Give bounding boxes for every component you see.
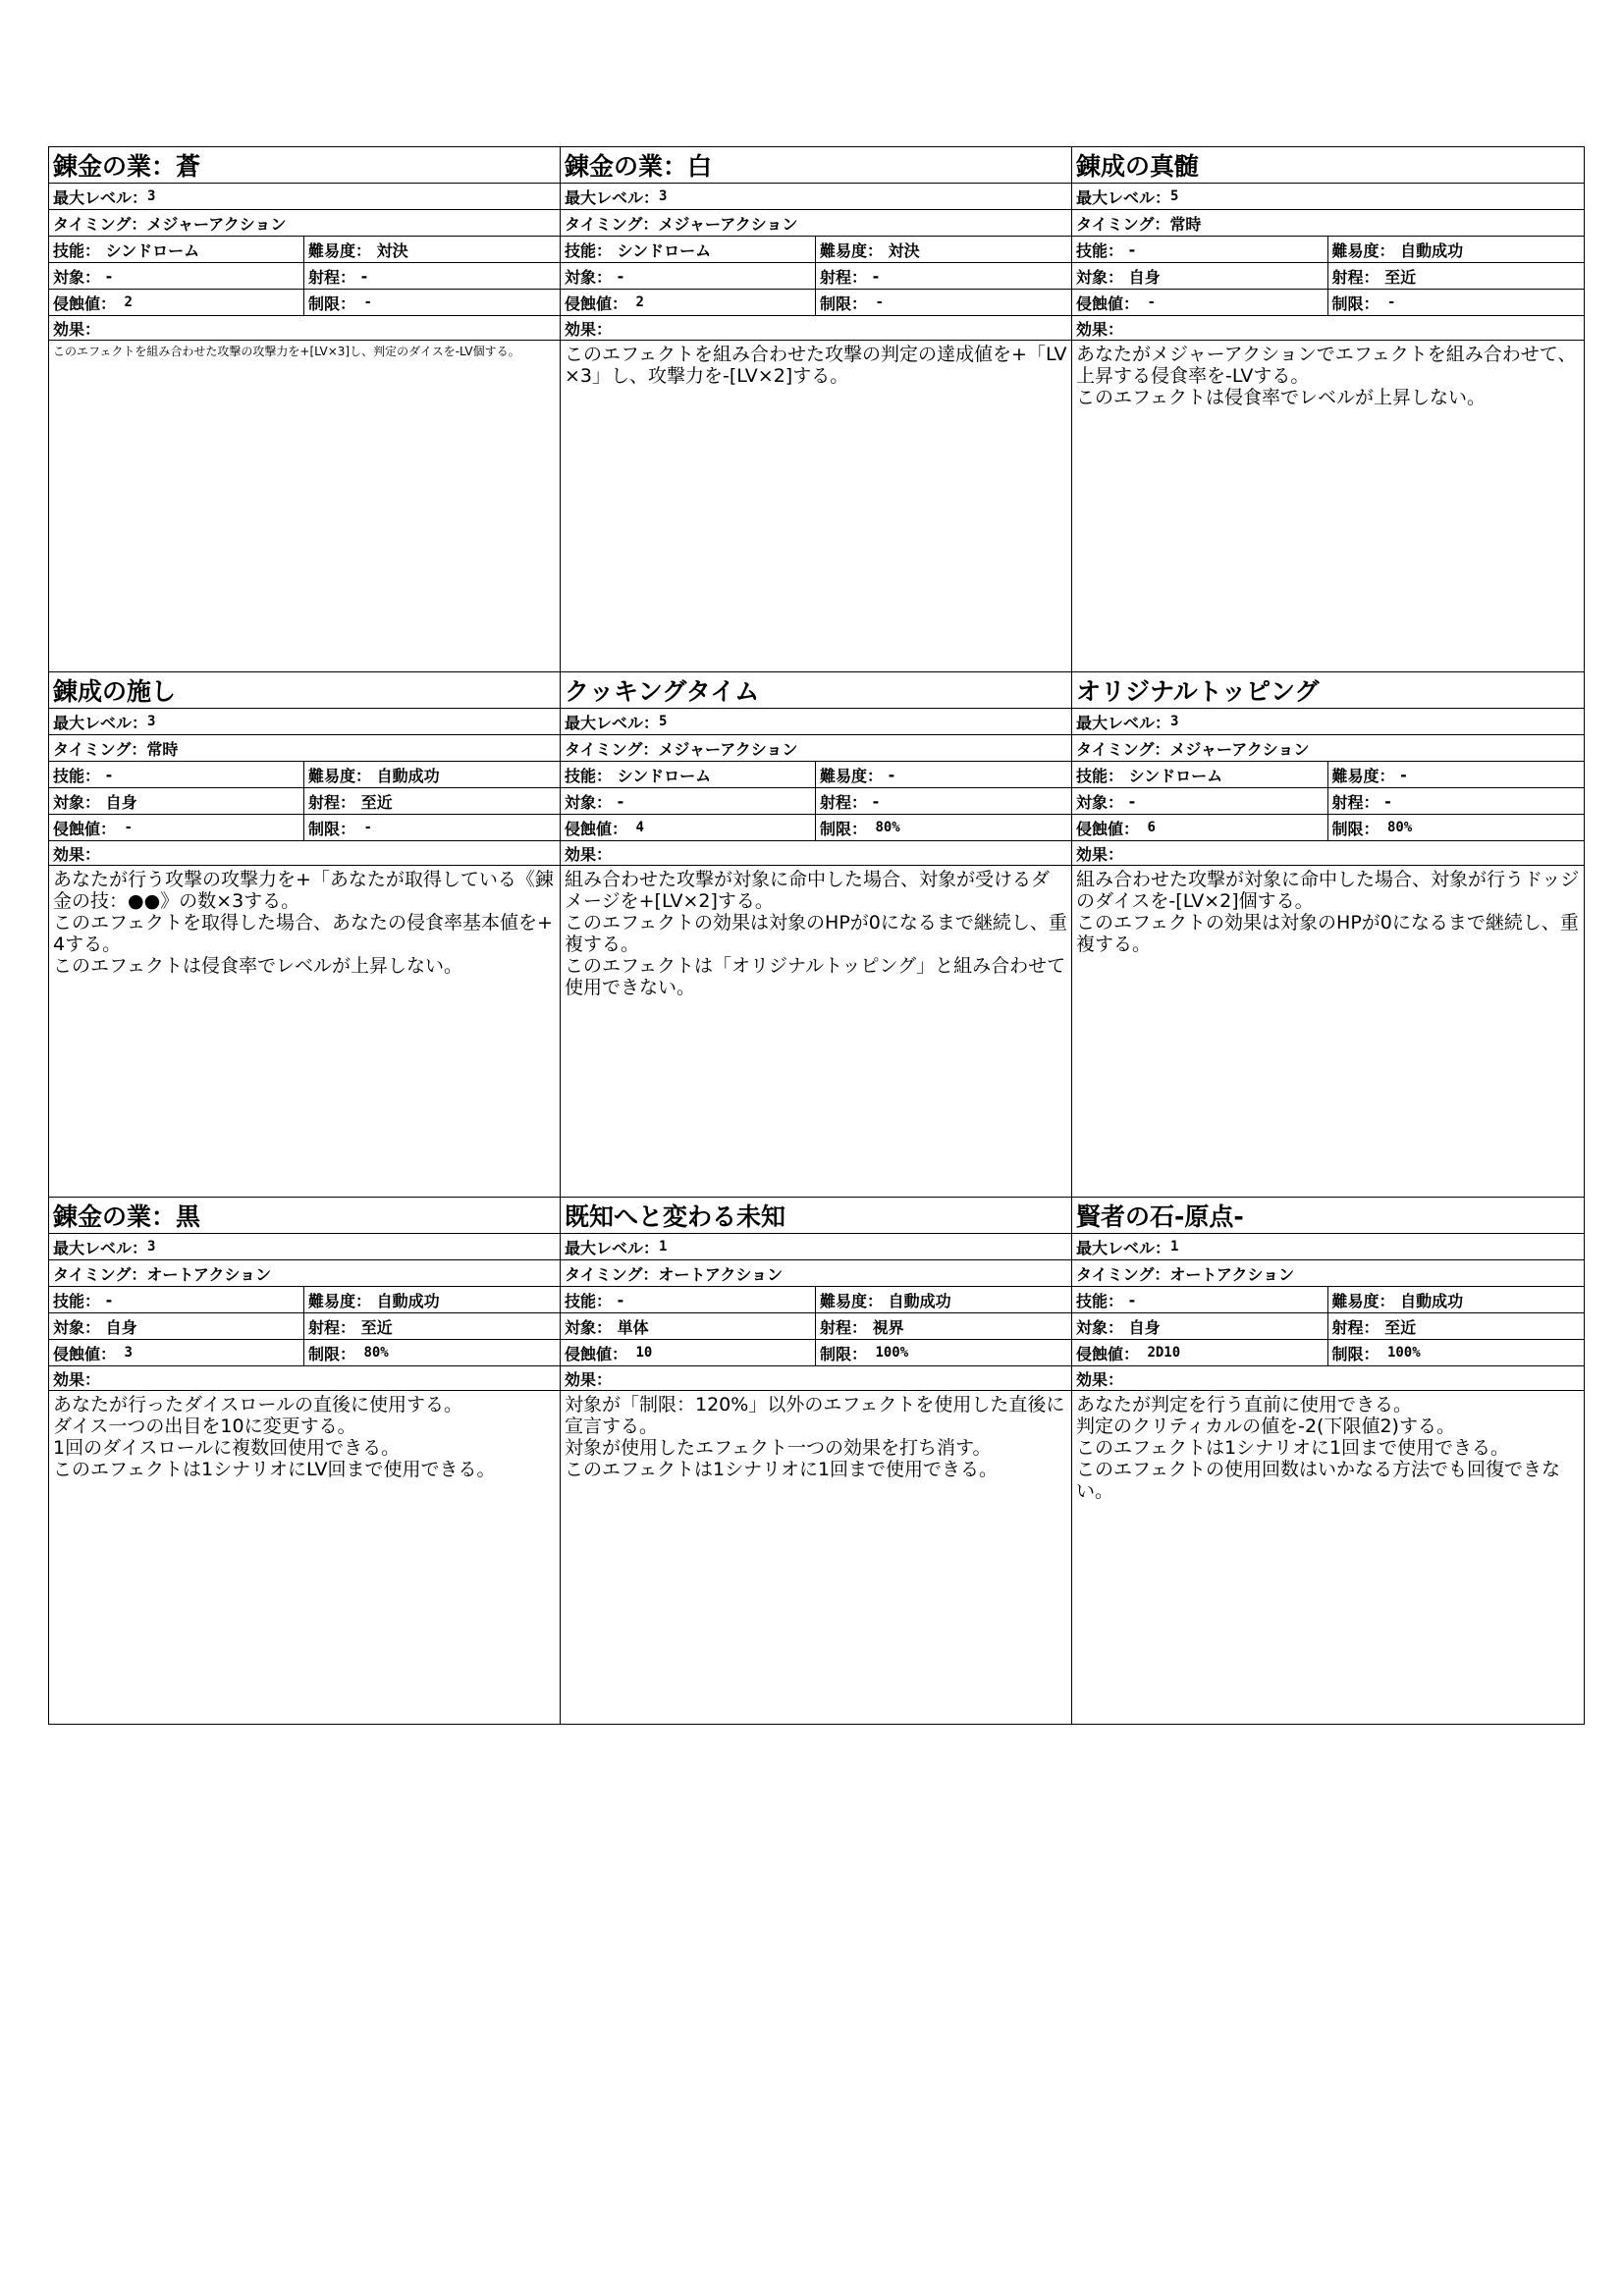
erosion-label: 侵蝕値： [53,294,117,313]
timing-label: タイミング： [1076,739,1170,759]
max-level-row [49,709,560,735]
timing-label: タイミング： [1076,1264,1170,1284]
erosion-value: 2 [116,294,133,310]
limit-label: 制限： [820,819,868,838]
effect-card [1072,147,1585,672]
timing-value: オートアクション [1169,1264,1295,1284]
erosion-limit-row [49,290,560,316]
range-cell [1328,1313,1585,1339]
timing-value: メジャーアクション [658,739,798,759]
timing-row [49,735,560,762]
effect-text: このエフェクトを組み合わせた攻撃の攻撃力を+[LV×3]し、判定のダイスを-LV個する。 [53,345,520,358]
target-label: 対象： [53,267,101,287]
timing-row [561,210,1071,237]
skill-label: 技能： [565,240,613,260]
max-level-label: 最大レベル： [565,187,660,207]
skill-difficulty-row [561,237,1071,263]
effect-card [1072,672,1585,1198]
difficulty-value: 自動成功 [371,766,440,785]
skill-cell [49,762,304,787]
max-level-value: 1 [1170,1239,1179,1255]
difficulty-label: 難易度： [308,766,372,785]
skill-cell [1072,762,1328,787]
effect-card [49,672,561,1198]
effect-label: 効果： [49,1366,560,1391]
limit-cell [304,815,560,840]
difficulty-label: 難易度： [1331,240,1395,260]
effect-name: 錬金の業：白 [561,147,1071,184]
difficulty-value: 対決 [371,240,408,260]
max-level-label: 最大レベル： [1076,1238,1171,1257]
range-cell [304,263,560,289]
effect-name: 錬金の業：蒼 [49,147,560,184]
effect-text: あなたが行う攻撃の攻撃力を+「あなたが取得している《錬金の技：●●》の数×3する。 このエフェクトを取得した場合、あなたの侵食率基本値を+4する。 このエフェクトは侵食率でレベルが上昇しない。 [53,869,554,977]
target-label: 対象： [53,792,101,812]
max-level-label: 最大レベル： [53,187,148,207]
range-cell [1328,788,1585,814]
skill-value: シンドローム [612,766,712,785]
effect-label: 効果： [1072,841,1584,866]
difficulty-cell [1328,1287,1585,1312]
limit-cell [1328,290,1585,315]
erosion-value: - [116,820,133,835]
skill-difficulty-row [49,1287,560,1313]
erosion-value: 3 [116,1345,133,1361]
effect-text: あなたが行ったダイスロールの直後に使用する。 ダイス一つの出目を10に変更する。 1回のダイスロールに複数回使用できる。 このエフェクトは1シナリオにLV回まで使用できる。 [53,1394,496,1480]
max-level-value: 3 [147,1239,156,1255]
max-level-value: 3 [1170,714,1179,729]
erosion-limit-row [561,290,1071,316]
difficulty-value: 自動成功 [371,1291,440,1310]
skill-difficulty-row [49,762,560,788]
max-level-label: 最大レベル： [1076,187,1171,207]
difficulty-cell [304,762,560,787]
erosion-limit-row [49,815,560,841]
limit-label: 制限： [308,819,356,838]
range-value: 至近 [1379,1317,1417,1337]
erosion-value: 10 [627,1345,653,1361]
erosion-value: - [1139,294,1156,310]
range-cell [816,788,1071,814]
limit-cell [1328,815,1585,840]
timing-row [561,1260,1071,1287]
erosion-label: 侵蝕値： [1076,819,1140,838]
target-cell [561,1313,816,1339]
effect-card [561,1198,1072,1725]
max-level-label: 最大レベル： [1076,713,1171,732]
erosion-value: 2 [627,294,644,310]
timing-label: タイミング： [565,214,659,234]
skill-value: シンドローム [612,240,712,260]
erosion-cell [561,290,816,315]
effect-label: 効果： [561,841,1071,866]
max-level-label: 最大レベル： [53,1238,148,1257]
limit-label: 制限： [308,294,356,313]
skill-cell [561,1287,816,1312]
limit-cell [816,815,1071,840]
timing-row [1072,735,1584,762]
target-label: 対象： [53,1317,101,1337]
limit-value: - [355,294,372,310]
max-level-row [1072,709,1584,735]
skill-value: - [100,765,113,784]
limit-value: - [355,820,372,835]
range-label: 射程： [308,1317,356,1337]
skill-difficulty-row [1072,237,1584,263]
skill-label: 技能： [53,240,101,260]
range-cell [304,788,560,814]
skill-label: 技能： [1076,766,1124,785]
erosion-cell [49,290,304,315]
skill-cell [561,762,816,787]
difficulty-value: 自動成功 [883,1291,951,1310]
timing-value: 常時 [1169,214,1202,234]
timing-row [49,1260,560,1287]
erosion-limit-row [49,1340,560,1366]
range-value: 至近 [355,1317,393,1337]
timing-value: オートアクション [146,1264,272,1284]
effect-card [49,147,561,672]
target-range-row [561,263,1071,290]
target-value: 自身 [1123,1317,1161,1337]
timing-row [49,210,560,237]
skill-label: 技能： [1076,240,1124,260]
limit-label: 制限： [820,1344,868,1363]
target-value: 自身 [100,792,137,812]
erosion-limit-row [1072,1340,1584,1366]
effect-text: このエフェクトを組み合わせた攻撃の判定の達成値を+「LV×3」し、攻撃力を-[LV×2]する。 [565,344,1067,387]
erosion-limit-row [561,1340,1071,1366]
erosion-cell [49,1340,304,1365]
range-label: 射程： [1331,1317,1380,1337]
skill-label: 技能： [1076,1291,1124,1310]
difficulty-value: 対決 [883,240,920,260]
skill-cell [1072,1287,1328,1312]
effect-label: 効果： [1072,316,1584,341]
timing-label: タイミング： [565,1264,659,1284]
target-cell [561,263,816,289]
target-range-row [49,788,560,815]
skill-difficulty-row [1072,1287,1584,1313]
effect-text: 組み合わせた攻撃が対象に命中した場合、対象が行うドッジのダイスを-[LV×2]個する。 このエフェクトの効果は対象のHPが0になるまで継続し、重複する。 [1076,869,1580,955]
limit-label: 制限： [1331,819,1380,838]
target-range-row [1072,263,1584,290]
limit-value: 80% [355,1345,389,1361]
target-range-row [561,1313,1071,1340]
limit-label: 制限： [1331,294,1380,313]
effect-label: 効果： [561,316,1071,341]
skill-cell [49,237,304,262]
skill-cell [49,1287,304,1312]
effect-text: あなたがメジャーアクションでエフェクトを組み合わせて、上昇する侵食率を-LVする。 このエフェクトは侵食率でレベルが上昇しない。 [1076,344,1577,408]
target-value: - [612,266,624,286]
range-cell [304,1313,560,1339]
timing-label: タイミング： [53,1264,147,1284]
timing-value: メジャーアクション [1169,739,1310,759]
target-label: 対象： [1076,792,1124,812]
effect-name: オリジナルトッピング [1072,672,1584,709]
difficulty-cell [816,237,1071,262]
erosion-label: 侵蝕値： [565,1344,628,1363]
limit-value: 80% [867,820,900,835]
erosion-cell [1072,290,1328,315]
erosion-label: 侵蝕値： [1076,294,1140,313]
range-value: - [867,791,880,811]
skill-value: - [100,1290,113,1309]
difficulty-label: 難易度： [820,240,884,260]
difficulty-cell [1328,237,1585,262]
difficulty-value: 自動成功 [1394,240,1464,260]
skill-cell [1072,237,1328,262]
limit-label: 制限： [1331,1344,1380,1363]
difficulty-value: - [883,765,895,784]
timing-row [1072,1260,1584,1287]
max-level-row [1072,1234,1584,1260]
erosion-cell [561,815,816,840]
max-level-row [561,184,1071,210]
limit-value: 100% [1379,1345,1421,1361]
erosion-value: 2D10 [1139,1345,1181,1361]
effect-label: 効果： [561,1366,1071,1391]
target-range-row [49,1313,560,1340]
erosion-cell [1072,1340,1328,1365]
skill-value: シンドローム [100,240,200,260]
target-cell [49,1313,304,1339]
target-cell [561,788,816,814]
max-level-value: 3 [147,714,156,729]
skill-label: 技能： [565,766,613,785]
effect-label: 効果： [1072,1366,1584,1391]
erosion-limit-row [561,815,1071,841]
range-cell [816,263,1071,289]
skill-difficulty-row [49,237,560,263]
max-level-value: 1 [659,1239,668,1255]
target-value: 自身 [1123,267,1161,287]
skill-label: 技能： [53,1291,101,1310]
skill-difficulty-row [561,1287,1071,1313]
max-level-label: 最大レベル： [53,713,148,732]
limit-label: 制限： [820,294,868,313]
difficulty-label: 難易度： [1331,1291,1395,1310]
limit-cell [304,290,560,315]
target-cell [49,263,304,289]
target-label: 対象： [565,792,613,812]
target-label: 対象： [1076,1317,1124,1337]
max-level-label: 最大レベル： [565,713,660,732]
erosion-label: 侵蝕値： [565,819,628,838]
range-label: 射程： [1331,792,1380,812]
skill-value: - [1123,1290,1136,1309]
max-level-row [49,184,560,210]
target-value: - [612,791,624,811]
range-cell [1328,263,1585,289]
erosion-cell [49,815,304,840]
max-level-value: 5 [659,714,668,729]
timing-value: 常時 [146,739,179,759]
effect-label: 効果： [49,841,560,866]
erosion-cell [561,1340,816,1365]
effect-text: 組み合わせた攻撃が対象に命中した場合、対象が受けるダメージを+[LV×2]する。 このエフェクトの効果は対象のHPが0になるまで継続し、重複する。 このエフェクトは「オリジナルトッピング」と組み合わせて使用できない。 [565,869,1067,998]
erosion-label: 侵蝕値： [1076,1344,1140,1363]
target-value: - [100,266,113,286]
limit-value: - [867,294,884,310]
limit-cell [816,1340,1071,1365]
target-label: 対象： [565,267,613,287]
effect-card [1072,1198,1585,1725]
max-level-label: 最大レベル： [565,1238,660,1257]
effect-name: クッキングタイム [561,672,1071,709]
skill-label: 技能： [53,766,101,785]
difficulty-label: 難易度： [820,766,884,785]
timing-value: オートアクション [658,1264,784,1284]
limit-cell [1328,1340,1585,1365]
timing-value: メジャーアクション [658,214,798,234]
erosion-label: 侵蝕値： [53,819,117,838]
target-range-row [1072,788,1584,815]
range-label: 射程： [820,267,868,287]
limit-label: 制限： [308,1344,356,1363]
skill-difficulty-row [1072,762,1584,788]
max-level-value: 3 [659,188,668,204]
range-value: - [1379,791,1391,811]
difficulty-label: 難易度： [308,1291,372,1310]
erosion-value: 6 [1139,820,1156,835]
range-value: - [867,266,880,286]
limit-cell [816,290,1071,315]
range-value: 視界 [867,1317,904,1337]
range-label: 射程： [820,792,868,812]
skill-cell [561,237,816,262]
range-cell [816,1313,1071,1339]
effect-name: 賢者の石-原点- [1072,1198,1584,1234]
target-value: 単体 [612,1317,649,1337]
max-level-value: 3 [147,188,156,204]
erosion-cell [1072,815,1328,840]
erosion-limit-row [1072,290,1584,316]
skill-value: - [1123,240,1136,259]
target-cell [49,788,304,814]
target-cell [1072,263,1328,289]
difficulty-cell [304,1287,560,1312]
target-cell [1072,788,1328,814]
range-value: 至近 [1379,267,1417,287]
effect-card-sheet [48,146,1585,1725]
skill-label: 技能： [565,1291,613,1310]
target-label: 対象： [1076,267,1124,287]
timing-label: タイミング： [1076,214,1170,234]
erosion-value: 4 [627,820,644,835]
erosion-label: 侵蝕値： [53,1344,117,1363]
difficulty-cell [816,1287,1071,1312]
max-level-row [49,1234,560,1260]
difficulty-label: 難易度： [1331,766,1395,785]
effect-text: 対象が「制限：120%」以外のエフェクトを使用した直後に宣言する。 対象が使用したエフェクト一つの効果を打ち消す。 このエフェクトは1シナリオに1回まで使用できる。 [565,1394,1065,1480]
difficulty-cell [304,237,560,262]
erosion-limit-row [1072,815,1584,841]
target-range-row [49,263,560,290]
timing-value: メジャーアクション [146,214,287,234]
timing-label: タイミング： [53,739,147,759]
limit-cell [304,1340,560,1365]
effect-card [49,1198,561,1725]
difficulty-value: - [1394,765,1407,784]
skill-value: - [612,1290,624,1309]
effect-name: 既知へと変わる未知 [561,1198,1071,1234]
range-label: 射程： [308,792,356,812]
effect-name: 錬成の真髄 [1072,147,1584,184]
target-value: 自身 [100,1317,137,1337]
limit-value: 80% [1379,820,1413,835]
effect-name: 錬金の業：黒 [49,1198,560,1234]
skill-difficulty-row [561,762,1071,788]
range-label: 射程： [308,267,356,287]
range-label: 射程： [1331,267,1380,287]
effect-name: 錬成の施し [49,672,560,709]
timing-label: タイミング： [565,739,659,759]
difficulty-value: 自動成功 [1394,1291,1464,1310]
difficulty-cell [1328,762,1585,787]
range-label: 射程： [820,1317,868,1337]
timing-row [561,735,1071,762]
difficulty-label: 難易度： [308,240,372,260]
effect-card [561,147,1072,672]
difficulty-cell [816,762,1071,787]
target-label: 対象： [565,1317,613,1337]
max-level-value: 5 [1170,188,1179,204]
target-range-row [1072,1313,1584,1340]
difficulty-label: 難易度： [820,1291,884,1310]
effect-card [561,672,1072,1198]
timing-row [1072,210,1584,237]
skill-value: シンドローム [1123,766,1223,785]
effect-label: 効果： [49,316,560,341]
target-range-row [561,788,1071,815]
effect-text: あなたが判定を行う直前に使用できる。 判定のクリティカルの値を-2(下限値2)する。 このエフェクトは1シナリオに1回まで使用できる。 このエフェクトの使用回数はいかなる方法でも回復できない。 [1076,1394,1561,1502]
target-value: - [1123,791,1136,811]
max-level-row [561,1234,1071,1260]
erosion-label: 侵蝕値： [565,294,628,313]
limit-value: 100% [867,1345,909,1361]
range-value: - [355,266,368,286]
target-cell [1072,1313,1328,1339]
limit-value: - [1379,294,1396,310]
max-level-row [1072,184,1584,210]
timing-label: タイミング： [53,214,147,234]
range-value: 至近 [355,792,393,812]
max-level-row [561,709,1071,735]
